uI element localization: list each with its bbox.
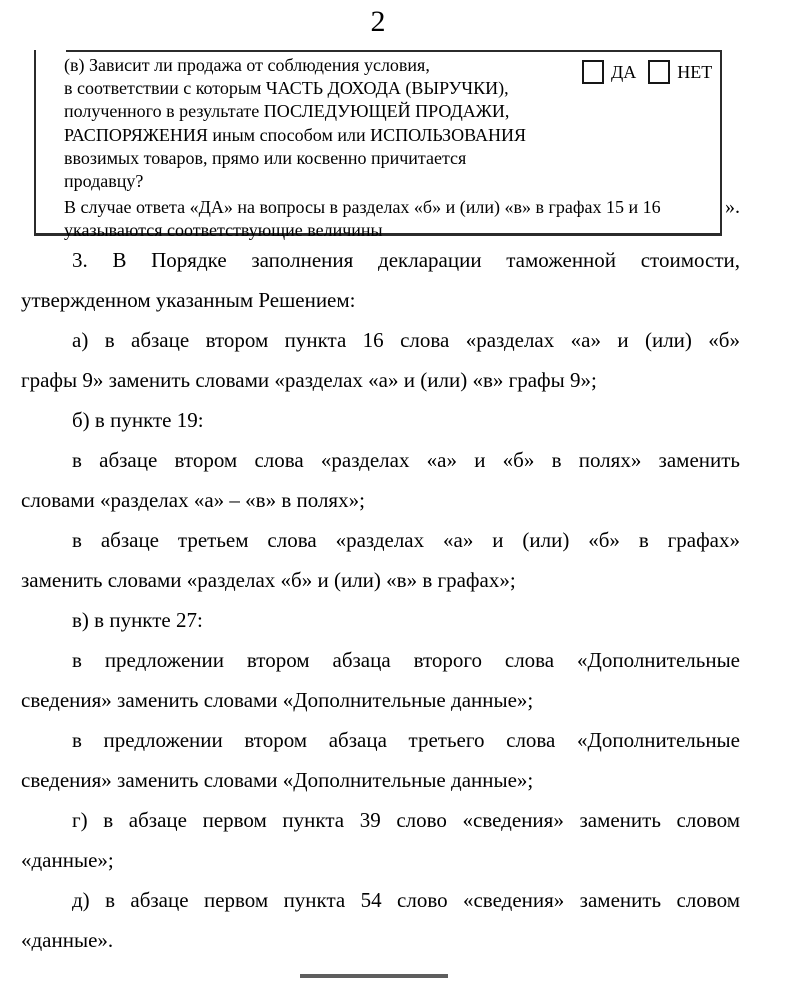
subitem-v [21,600,740,640]
text-line: в предложении втором абзаца третьего слова «Дополнительные [72,728,740,752]
subitem-a [21,320,740,400]
text-line: продавцу? [64,171,144,192]
text-line: РАСПОРЯЖЕНИЯ иным способом или ИСПОЛЬЗОВАНИЯ [64,124,526,145]
no-label: НЕТ [677,62,713,82]
yes-no-checkbox-group [582,60,712,84]
subitem-b [21,400,740,440]
text-line: в) в пункте 27: [72,608,203,632]
text-line: в абзаце втором слова «разделах «а» и «б» в полях» заменить [72,448,740,472]
text-line: г) в абзаце первом пункта 39 слово «сведения» заменить словом [72,808,740,832]
text-line: д) в абзаце первом пункта 54 слово «сведения» заменить словом [72,888,740,912]
text-line: 3. В Порядке заполнения декларации таможенной стоимости, [72,248,740,272]
subitem-b-clause-3 [21,520,740,600]
text-line: указываются соответствующие величины [64,220,383,241]
yes-label: ДА [611,62,637,82]
subitem-v-clause-2 [21,640,740,720]
text-line: полученного в результате ПОСЛЕДУЮЩЕЙ ПРОДАЖИ, [64,101,510,122]
document-body [21,240,740,960]
footnote-separator-line [300,974,448,978]
page-number: 2 [370,5,386,38]
closing-quote-mark: ». [725,196,740,218]
box-note [64,196,710,242]
text-line: в абзаце третьем слова «разделах «а» и (или) «б» в графах» [72,528,740,552]
text-line: ввозимых товаров, прямо или косвенно причитается [64,147,467,168]
yes-checkbox[interactable] [582,60,604,84]
no-checkbox[interactable] [648,60,670,84]
text-line: (в) Зависит ли продажа от соблюдения условия, [64,55,430,75]
subitem-b-clause-2 [21,440,740,520]
subitem-g [21,800,740,880]
text-line: словами «разделах «а» – «в» в полях»; [21,488,365,512]
text-line: б) в пункте 19: [72,408,204,432]
text-line: В случае ответа «ДА» на вопросы в разделах «б» и (или) «в» в графах 15 и 16 [64,197,661,218]
paragraph-3 [21,240,740,320]
subitem-v-clause-3 [21,720,740,800]
dts-form-fragment-box [34,50,740,241]
question-v-text [64,54,584,193]
text-line: утвержденном указанным Решением: [21,288,356,312]
text-line: графы 9» заменить словами «разделах «а» и (или) «в» графы 9»; [21,368,597,392]
text-line: сведения» заменить словами «Дополнительные данные»; [21,768,534,792]
text-line: «данные»; [21,848,114,872]
text-line: сведения» заменить словами «Дополнительные данные»; [21,688,534,712]
text-line: а) в абзаце втором пункта 16 слова «разделах «а» и (или) «б» [72,328,740,352]
text-line: заменить словами «разделах «б» и (или) «в» в графах»; [21,568,516,592]
text-line: в предложении втором абзаца второго слова «Дополнительные [72,648,740,672]
subitem-d [21,880,740,960]
text-line: в соответствии с которым ЧАСТЬ ДОХОДА (ВЫРУЧКИ), [64,78,509,99]
text-line: «данные». [21,928,114,952]
